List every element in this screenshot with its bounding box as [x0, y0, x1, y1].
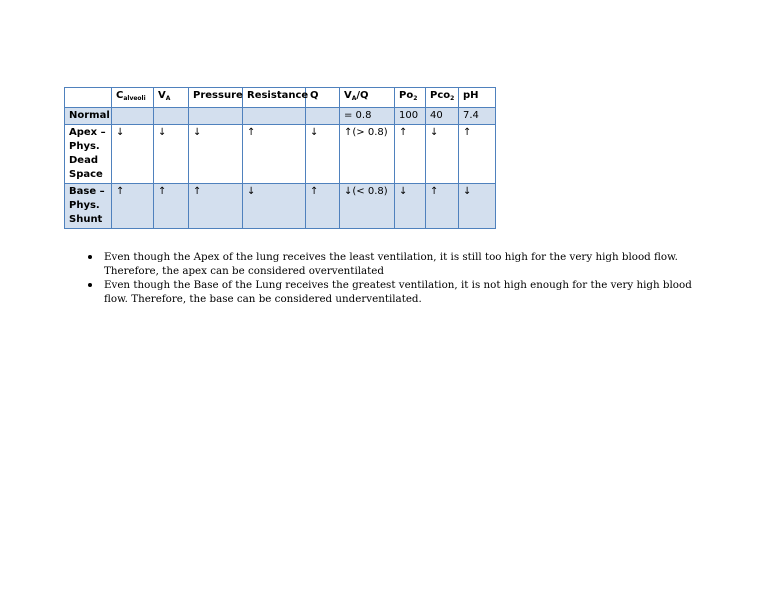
- header-suffix: /Q: [356, 90, 369, 101]
- list-item: [86, 250, 706, 278]
- table-cell: [154, 108, 189, 125]
- header-text: pH: [463, 90, 479, 101]
- header-text: Resistance: [247, 90, 309, 101]
- table-cell: ↓: [112, 125, 154, 184]
- table-cell: ↓: [154, 125, 189, 184]
- table-cell: ↓: [306, 125, 340, 184]
- table-cell: ↓: [426, 125, 459, 184]
- table-row-normal: [65, 108, 496, 125]
- row-label-line: Space: [69, 169, 103, 180]
- table-row-base: [65, 184, 496, 229]
- table-cell: ↑: [395, 125, 426, 184]
- header-resistance: [243, 88, 309, 108]
- table-cell: ↑: [459, 125, 496, 184]
- table-cell: ↓(< 0.8): [340, 184, 395, 229]
- table-cell: [112, 108, 154, 125]
- header-pressure: [189, 88, 243, 108]
- table-cell: ↑: [306, 184, 340, 229]
- row-label-line: Base –: [69, 186, 105, 197]
- header-ph: [459, 88, 496, 108]
- header-subscript: 2: [450, 95, 455, 102]
- bullet-text: Even though the Base of the Lung receives the greatest ventilation, it is not high enough for the very high blood flow. Therefore, the base can be considered underventilated.: [104, 279, 692, 305]
- header-text: V: [158, 90, 166, 101]
- header-text: Pco: [430, 90, 451, 101]
- table-cell: ↓: [189, 125, 243, 184]
- bullet-text: Even though the Apex of the lung receives the least ventilation, it is still too high for the very high blood flow. Therefore, the apex can be considered overventilated: [104, 251, 678, 277]
- header-subscript: 2: [413, 95, 418, 102]
- row-label-line: Shunt: [69, 214, 103, 225]
- header-subscript: alveoli: [123, 95, 146, 102]
- table-cell: ↓: [243, 184, 306, 229]
- header-text: Po: [399, 90, 414, 101]
- table-cell: = 0.8: [340, 108, 395, 125]
- table-row-apex: [65, 125, 496, 184]
- row-label: [65, 125, 112, 184]
- table-cell: ↓: [459, 184, 496, 229]
- table-cell: 40: [426, 108, 459, 125]
- table-cell: [306, 108, 340, 125]
- row-label-line: Apex –: [69, 127, 106, 138]
- table-cell: ↑: [154, 184, 189, 229]
- table-cell: ↓: [395, 184, 426, 229]
- table-cell: [189, 108, 243, 125]
- header-text: Q: [310, 90, 319, 101]
- header-subscript: A: [165, 95, 171, 102]
- list-item: [86, 278, 706, 306]
- header-text: C: [116, 90, 124, 101]
- row-label-line: Phys.: [69, 141, 100, 152]
- table-cell: [243, 108, 306, 125]
- header-va-q: [340, 88, 395, 108]
- table-cell: ↑(> 0.8): [340, 125, 395, 184]
- header-pco2: [426, 88, 459, 108]
- table-cell: 100: [395, 108, 426, 125]
- row-label-line: Dead: [69, 155, 98, 166]
- row-label: [65, 108, 112, 125]
- row-label-line: Normal: [69, 110, 110, 121]
- bullet-icon: [88, 255, 92, 259]
- header-row: [65, 88, 496, 108]
- header-text: Pressure: [193, 90, 243, 101]
- header-corner: [65, 88, 112, 108]
- header-po2: [395, 88, 426, 108]
- header-text: V: [344, 90, 352, 101]
- bullet-icon: [88, 283, 92, 287]
- table-cell: ↑: [426, 184, 459, 229]
- bullet-list: [86, 250, 706, 306]
- header-q: [306, 88, 340, 108]
- header-va: [154, 88, 189, 108]
- table-cell: ↑: [189, 184, 243, 229]
- ventilation-table: [64, 87, 496, 229]
- row-label: [65, 184, 112, 229]
- table-cell: ↑: [112, 184, 154, 229]
- row-label-line: Phys.: [69, 200, 100, 211]
- header-c-alveoli: [112, 88, 154, 108]
- table-cell: ↑: [243, 125, 306, 184]
- header-subscript: A: [351, 95, 357, 102]
- table-cell: 7.4: [459, 108, 496, 125]
